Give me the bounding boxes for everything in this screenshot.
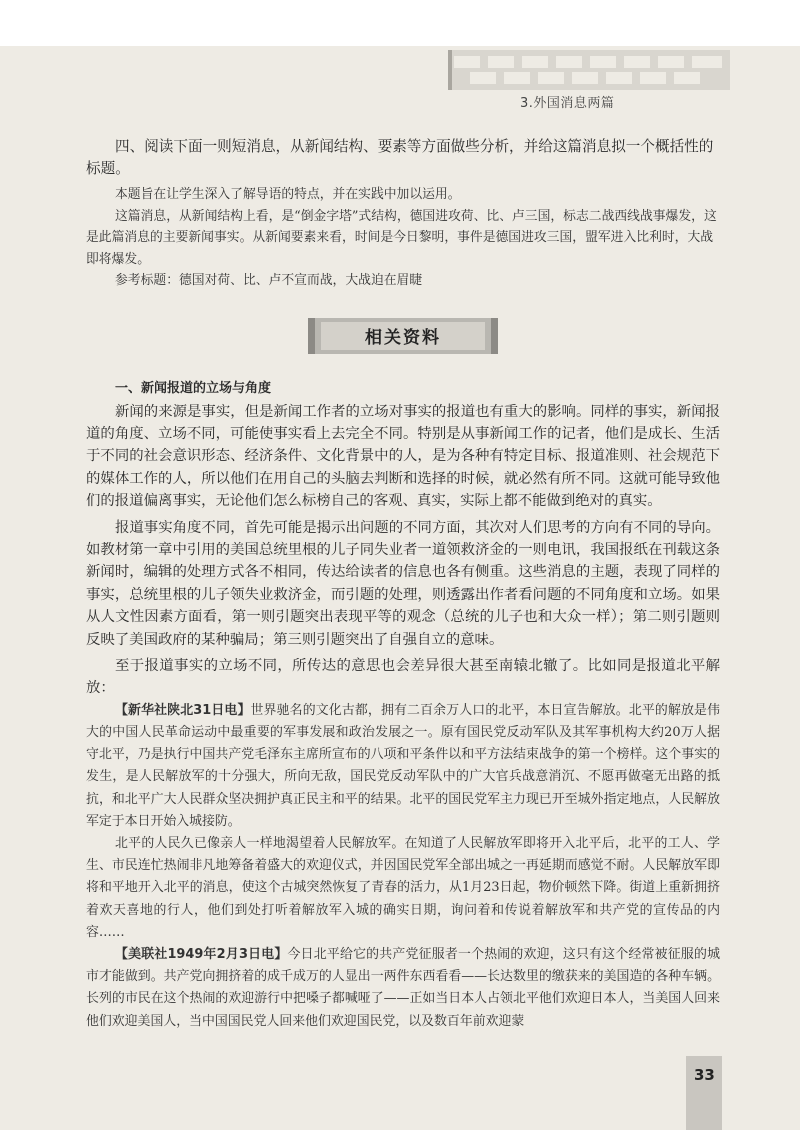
- section-banner: [308, 318, 498, 354]
- news-excerpt-ap: [86, 944, 720, 1033]
- header-decoration: [448, 50, 730, 90]
- news-source: 【美联社1949年2月3日电】: [115, 947, 288, 963]
- body-paragraph: 报道事实角度不同，首先可能是揭示出问题的不同方面，其次对人们思考的方向有不同的导向。如教材第一章中引用的美国总统里根的儿子同失业者一道领救济金的一则电讯，我国报纸在刊载这条新闻时，编辑的处理方式各不相同，传达给读者的信息也各有侧重。这些消息的主题，表现了同样的事实，总统里根的儿子领失业救济金，而引题的处理，则透露出作者看问题的不同角度和立场。如果从人文性因素方面看，第一则引题突出表现平等的观念（总统的儿子也和大众一样）；第二则引题则反映了美国政府的某种骗局；第三则引题突出了自强自立的意味。: [86, 519, 720, 648]
- section-title: 相关资料: [365, 328, 441, 348]
- reference-title: 参考标题：德国对荷、比、卢不宣而战，大战迫在眉睫: [115, 273, 423, 288]
- exercise-answer: 本题旨在让学生深入了解导语的特点，并在实践中加以运用。: [115, 187, 461, 202]
- subheading: 一、新闻报道的立场与角度: [115, 380, 272, 396]
- body-paragraph: 至于报道事实的立场不同，所传达的意思也会差异很大甚至南辕北辙了。比如同是报道北平解放：: [86, 657, 720, 697]
- section-banner-wrap: [86, 318, 720, 354]
- running-head: 3.外国消息两篇: [520, 96, 615, 111]
- exercise-answer: 这篇消息，从新闻结构上看，是“倒金字塔”式结构，德国进攻荷、比、卢三国，标志二战西线战事爆发，这是此篇消息的主要新闻事实。从新闻要素来看，时间是今日黎明，事件是德国进攻三国，盟军进入比利时，大战即将爆发。: [86, 208, 717, 267]
- body-paragraph: 新闻的来源是事实，但是新闻工作者的立场对事实的报道也有重大的影响。同样的事实，新闻报道的角度、立场不同，可能使事实看上去完全不同。特别是从事新闻工作的记者，他们是成长、生活于不同的社会意识形态、经济条件、文化背景中的人，是为各种有特定目标、报道准则、社会规范下的媒体工作的人，所以他们在用自己的头脑去判断和选择的时候，就必然有所不同。这就可能导致他们的报道偏离事实，无论他们怎么标榜自己的客观、真实，实际上都不能做到绝对的真实。: [86, 403, 720, 510]
- news-excerpt-xinhua: [86, 700, 720, 833]
- news-source: 【新华社陕北31日电】: [115, 702, 251, 718]
- page-number: 33: [694, 1066, 715, 1084]
- news-excerpt-xinhua-cont: 北平的人民久已像亲人一样地渴望着人民解放军。在知道了人民解放军即将开入北平后，北平的工人、学生、市民连忙热闹非凡地筹备着盛大的欢迎仪式，并因国民党军全部出城之一再延期而感觉不耐。人民解放军即将和平地开入北平的消息，使这个古城突然恢复了青春的活力，从1月23日起，物价顿然下降。街道上重新拥挤着欢天喜地的行人，他们到处打听着解放军入城的确实日期，询问着和传说着解放军和共产党的宣传品的内容……: [86, 836, 720, 940]
- page-content: [86, 136, 720, 1033]
- news-text: 世界驰名的文化古都，拥有二百余万人口的北平，本日宣告解放。北平的解放是伟大的中国人民革命运动中最重要的军事发展和政治发展之一。原有国民党反动军队及其军事机构大约20万人据守北平，乃是执行中国共产党毛泽东主席所宣布的八项和平条件以和平方法结束战争的第一个榜样。这个事实的发生，是人民解放军的十分强大，所向无敌，国民党反动军队中的广大官兵战意消沉、不愿再做毫无出路的抵抗，和北平广大人民群众坚决拥护真正民主和平的结果。北平的国民党军主力现已开至城外指定地点，人民解放军定于本日开始入城接防。: [86, 702, 720, 829]
- news-text: 今日北平给它的共产党征服者一个热闹的欢迎，这只有这个经常被征服的城市才能做到。共产党向拥挤着的成千成万的人显出一两件东西看看——长达数里的缴获来的美国造的各种车辆。长列的市民在这个热闹的欢迎游行中把嗓子都喊哑了——正如当日本人占领北平他们欢迎日本人，当美国人回来他们欢迎美国人，当中国国民党人回来他们欢迎国民党，以及数百年前欢迎蒙: [86, 947, 720, 1029]
- exercise-question: 四、阅读下面一则短消息，从新闻结构、要素等方面做些分析，并给这篇消息拟一个概括性的标题。: [86, 138, 714, 177]
